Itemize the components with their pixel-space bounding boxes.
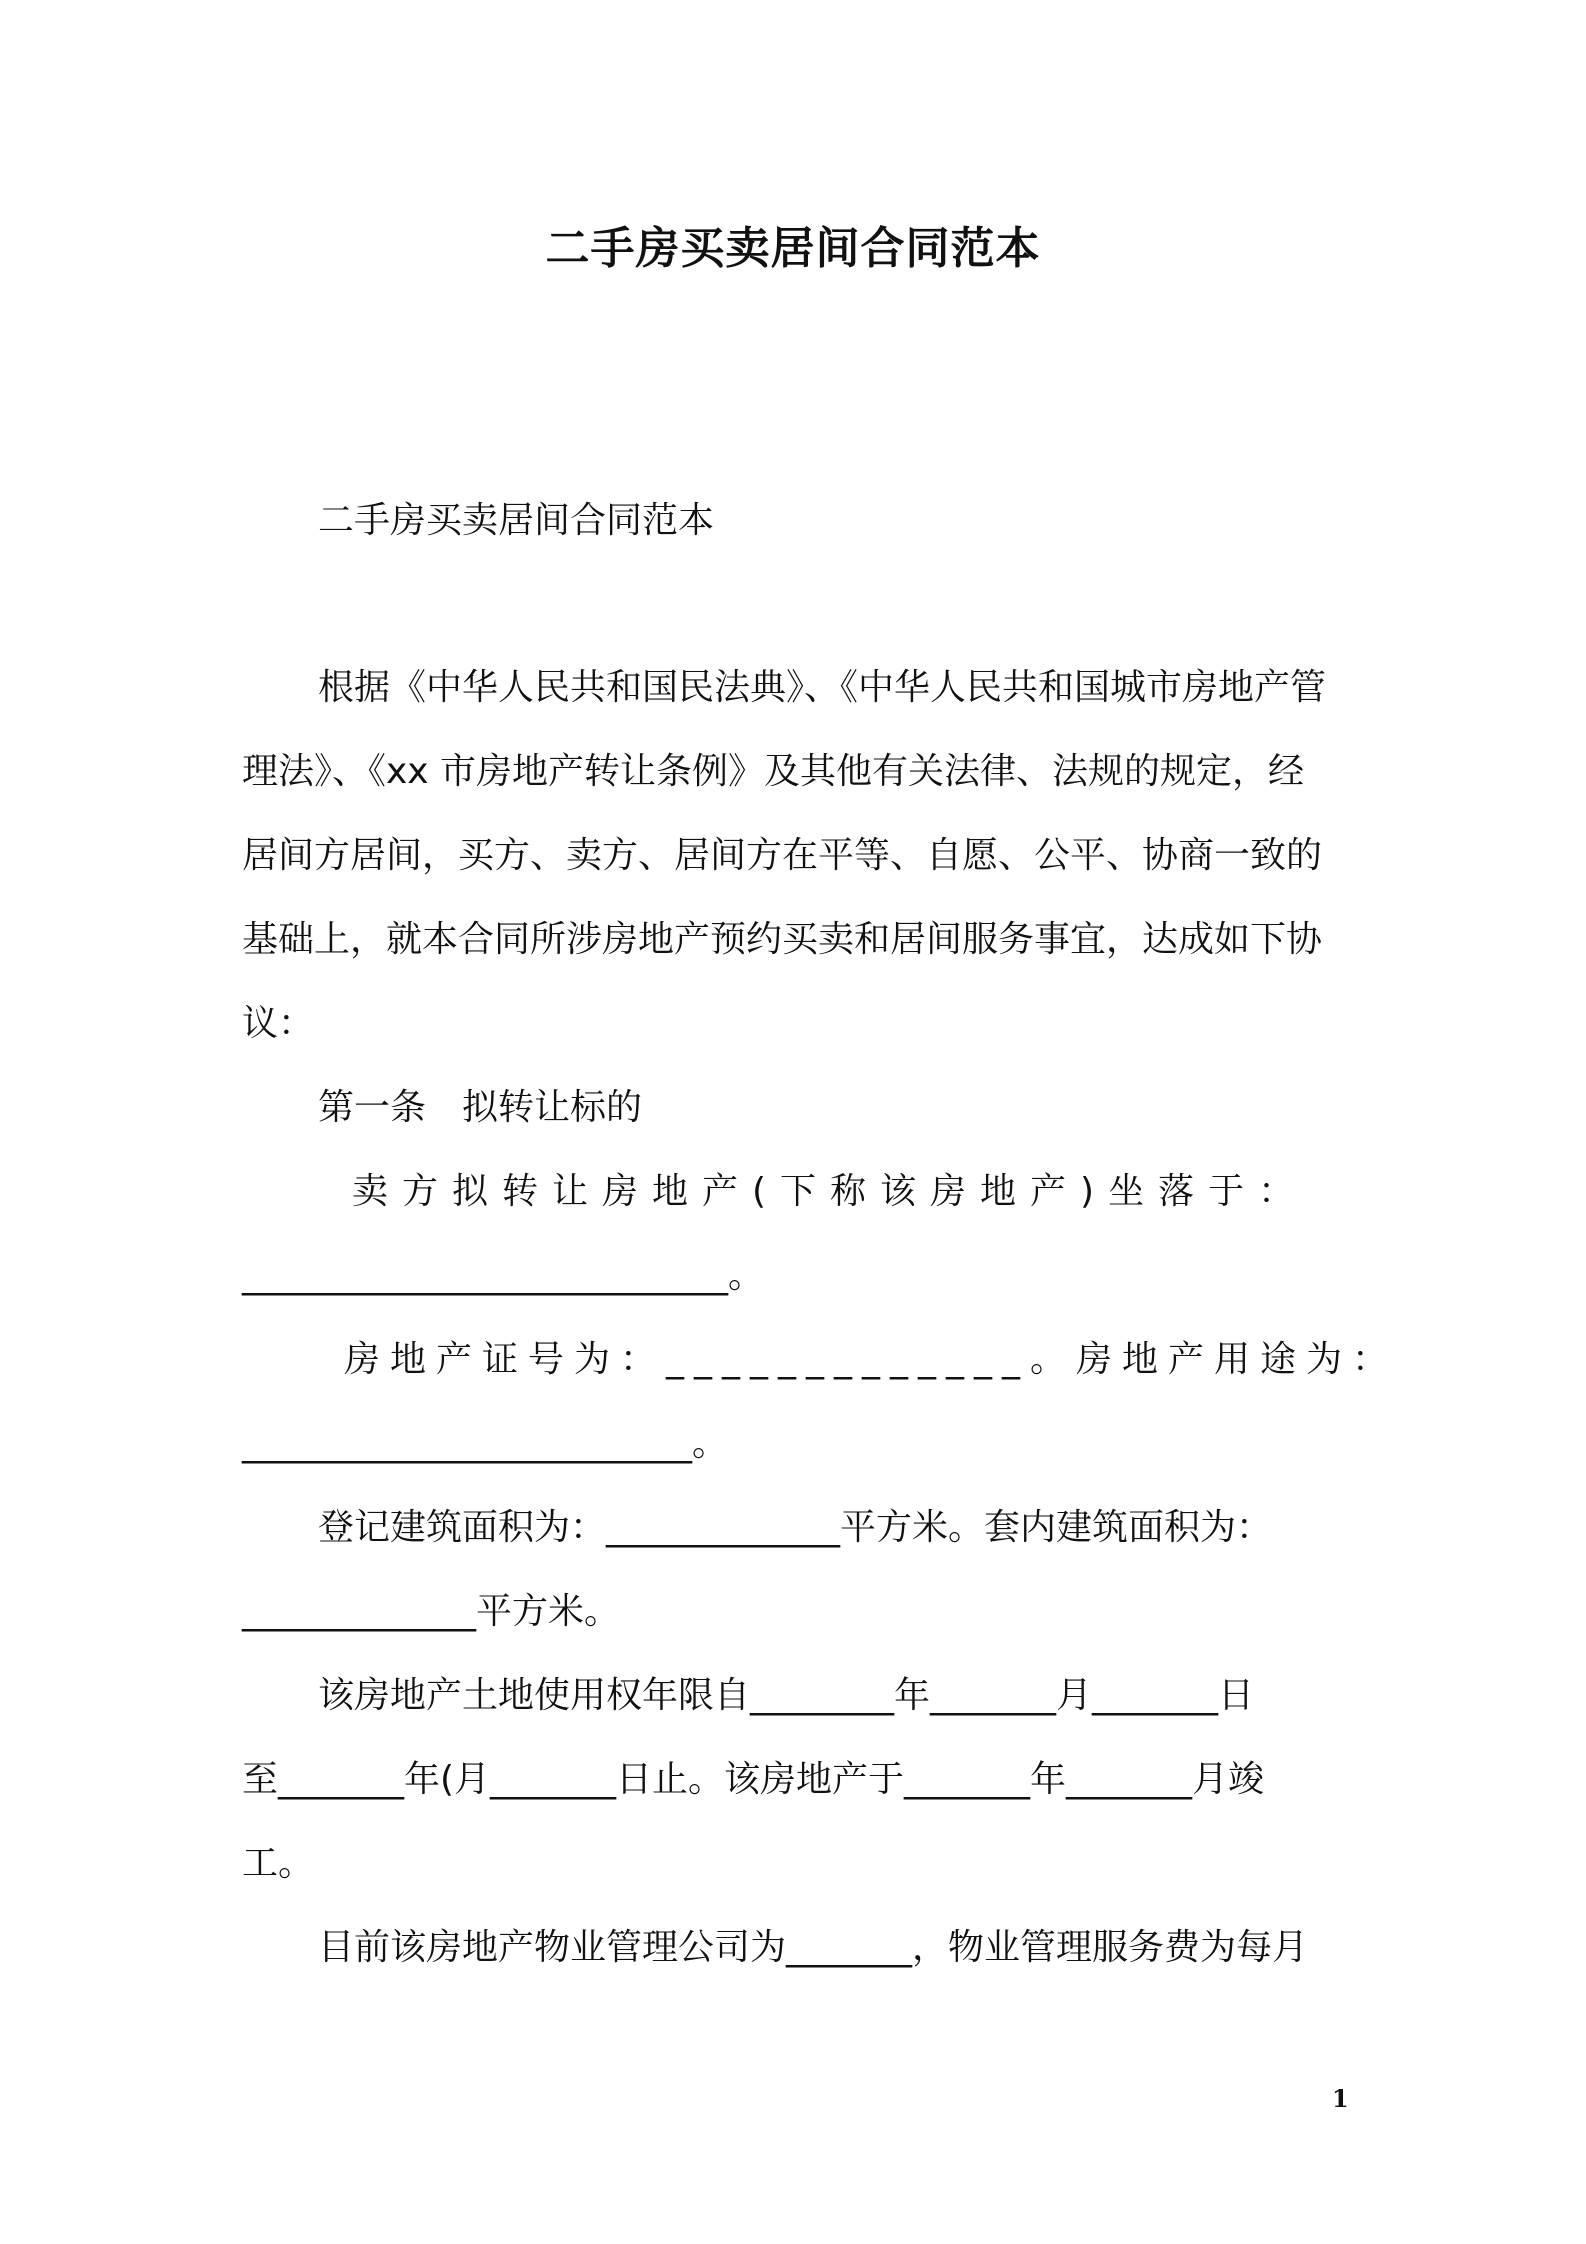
intro-line-3: 居间方居间，买方、卖方、居间方在平等、自愿、公平、协商一致的 xyxy=(242,835,1323,876)
area-line: 登记建筑面积为：_____________平方米。套内建筑面积为： xyxy=(318,1507,1273,1548)
usage-blank: _________________________。 xyxy=(242,1423,728,1464)
intro-line-2: 理法》、《xx 市房地产转让条例》及其他有关法律、法规的规定，经 xyxy=(242,751,1305,792)
cert-line: 房地产证号为：_____________。房地产用途为： xyxy=(344,1339,1399,1380)
land-line-1: 该房地产土地使用权年限自________年_______月_______日 xyxy=(318,1675,1255,1716)
land-line-3: 工。 xyxy=(242,1843,315,1884)
area-blank: _____________平方米。 xyxy=(242,1591,621,1632)
intro-line-5: 议： xyxy=(242,1003,315,1044)
intro-line-4: 基础上，就本合同所涉房地产预约买卖和居间服务事宜，达成如下协 xyxy=(242,919,1323,960)
article-1-heading: 第一条 拟转让标的 xyxy=(318,1087,643,1128)
page-number: 1 xyxy=(1332,2084,1349,2113)
intro-line-1: 根据《中华人民共和国民法典》、《中华人民共和国城市房地产管 xyxy=(318,667,1327,708)
location-blank: ___________________________。 xyxy=(242,1255,764,1296)
location-line: 卖方拟转让房地产(下称该房地产)坐落于： xyxy=(352,1171,1309,1212)
document-title: 二手房买卖居间合同范本 xyxy=(545,223,1041,274)
property-management-line: 目前该房地产物业管理公司为_______，物业管理服务费为每月 xyxy=(318,1927,1309,1968)
subtitle: 二手房买卖居间合同范本 xyxy=(318,500,715,541)
land-line-2: 至_______年(月_______日止。该房地产于_______年_______月竣 xyxy=(242,1759,1265,1800)
